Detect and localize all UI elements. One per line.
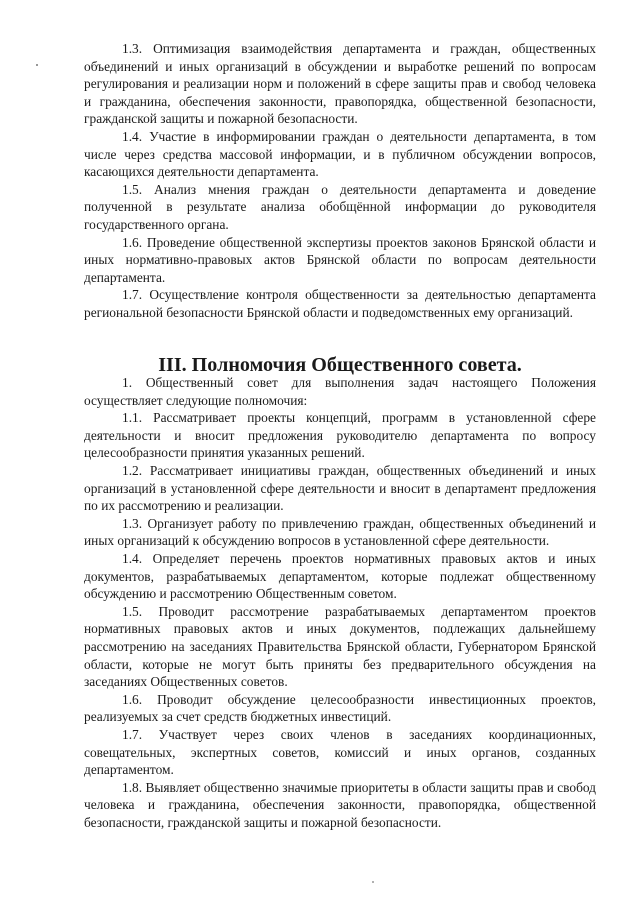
item-1-4: 1.4. Участие в информировании граждан о деятельности департамента, в том числе через средства массовой информации, и в публичном обсуждении вопросов, касающихся деятельности департамента. xyxy=(84,128,596,180)
power-1-8: 1.8. Выявляет общественно значимые приоритеты в области защиты прав и свобод человека и гражданина, обеспечения законности, правопорядка, общественной безопасности, гражданской защиты и пожарной безопасности. xyxy=(84,779,596,830)
power-1-4: 1.4. Определяет перечень проектов нормативных правовых актов и иных документов, разрабатываемых департаментом, которые подлежат общественному обсуждению и рассмотрению Общественным советом. xyxy=(84,551,596,602)
power-1-7: 1.7. Участвует через своих членов в заседаниях координационных, совещательных, экспертных советов, комиссий и иных органов, созданных департаментом. xyxy=(84,726,596,778)
item-1-3: 1.3. Оптимизация взаимодействия департамента и граждан, общественных объединений и иных организаций в обсуждении и выработке решений по вопросам регулирования и реализации норм и положений в сфере защиты прав и свобод человека и гражданина, обеспечения законности, правопорядка, общественной безопасности, гражданской защиты и пожарной безопасности. xyxy=(84,41,596,127)
item-1-6: 1.6. Проведение общественной экспертизы проектов законов Брянской области и иных нормативно-правовых актов Брянской области по вопросам деятельности департамента. xyxy=(84,234,596,285)
section-3-items xyxy=(84,374,596,831)
power-1-1: 1.1. Рассматривает проекты концепций, программ в установленной сфере деятельности и вносит предложения руководителю департамента по вопросу целесообразности принятия указанных решений. xyxy=(84,410,596,461)
item-1-5: 1.5. Анализ мнения граждан о деятельности департамента и доведение полученной в результате анализа обобщённой информации до руководителя государственного органа. xyxy=(84,181,596,232)
item-1-7: 1.7. Осуществление контроля общественности за деятельностью департамента региональной безопасности Брянской области и подведомственных ему организаций. xyxy=(84,287,596,320)
power-1-2: 1.2. Рассматривает инициативы граждан, общественных объединений и иных организаций в установленной сфере деятельности и вносит в департамент предложения по их рассмотрению и реализации. xyxy=(84,463,596,514)
powers-intro: 1. Общественный совет для выполнения задач настоящего Положения осуществляет следующие полномочия: xyxy=(84,375,596,408)
scan-speck xyxy=(372,881,374,883)
power-1-6: 1.6. Проводит обсуждение целесообразности инвестиционных проектов, реализуемых за счет средств бюджетных инвестиций. xyxy=(84,691,596,725)
power-1-5: 1.5. Проводит рассмотрение разрабатываемых департаментом проектов нормативных правовых актов и иных документов, подлежащих дальнейшему рассмотрению на заседаниях Правительства Брянской области, Губернатором Брянской области, которые не могут быть приняты без предварительного обсуждения на заседаниях Общественных советов. xyxy=(84,603,596,690)
scan-speck xyxy=(36,64,38,66)
previous-section-items xyxy=(84,40,596,322)
power-1-3: 1.3. Организует работу по привлечению граждан, общественных объединений и иных организаций к обсуждению вопросов в установленной сфере деятельности. xyxy=(84,515,596,549)
section-heading: III. Полномочия Общественного совета. xyxy=(158,353,522,376)
